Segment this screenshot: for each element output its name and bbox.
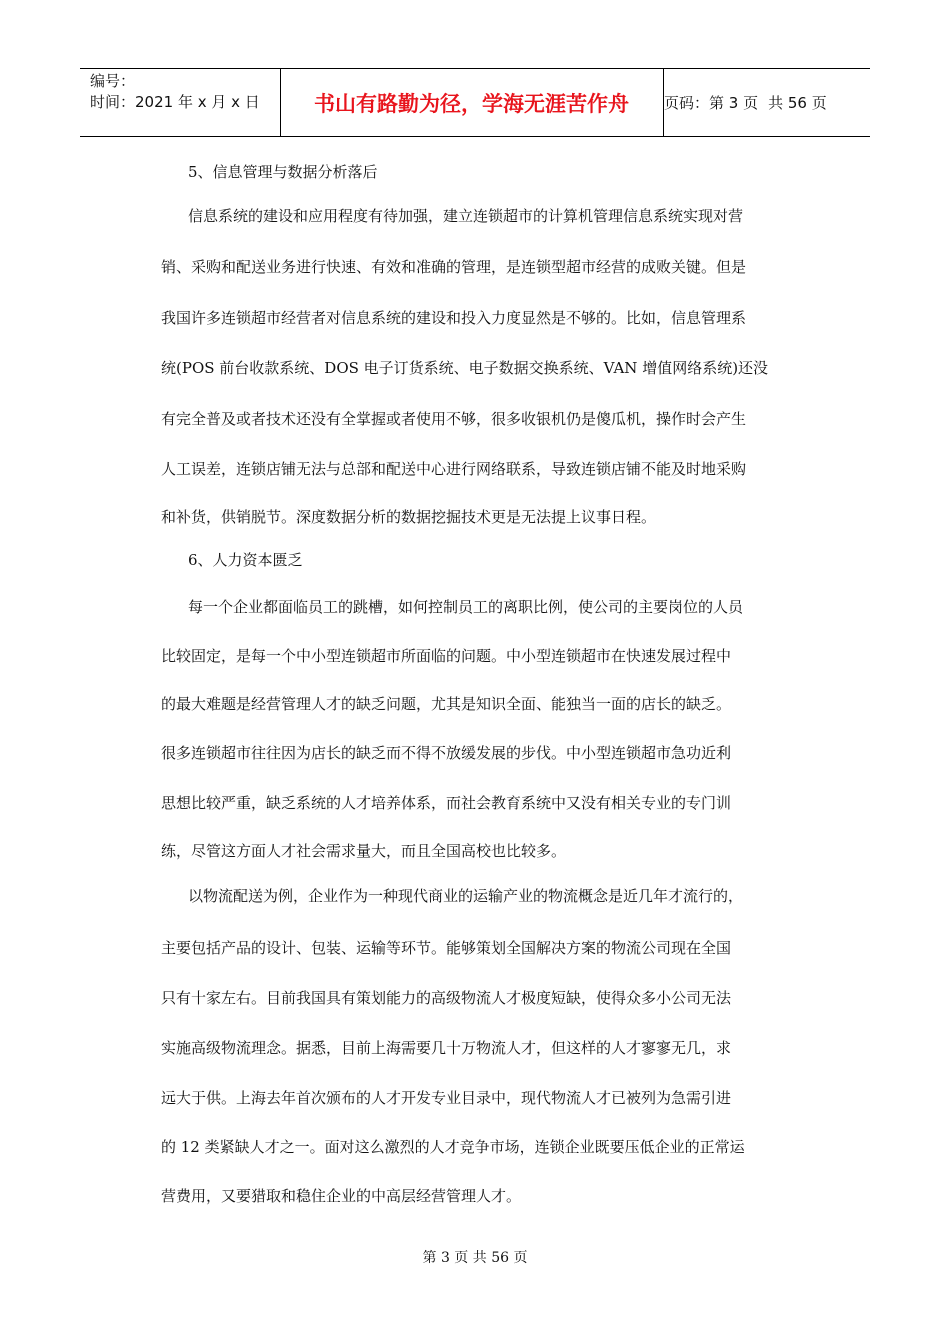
body-line: 统(POS 前台收款系统、DOS 电子订货系统、电子数据交换系统、VAN 增值网络系统)还没 xyxy=(161,359,769,377)
header-motto: 书山有路勤为径，学海无涯苦作舟 xyxy=(314,91,629,116)
body-line: 有完全普及或者技术还没有全掌握或者使用不够，很多收银机仍是傻瓜机，操作时会产生 xyxy=(161,410,747,428)
body-line: 只有十家左右。目前我国具有策划能力的高级物流人才极度短缺，使得众多小公司无法 xyxy=(161,989,732,1007)
body-line: 营费用，又要猎取和稳住企业的中高层经营管理人才。 xyxy=(161,1187,522,1205)
body-line: 我国许多连锁超市经营者对信息系统的建设和投入力度显然是不够的。比如，信息管理系 xyxy=(161,309,747,327)
header-number-label: 编号： xyxy=(90,72,136,90)
body-line: 思想比较严重，缺乏系统的人才培养体系，而社会教育系统中又没有相关专业的专门训 xyxy=(161,794,732,812)
body-line: 的 12 类紧缺人才之一。面对这么激烈的人才竞争市场，连锁企业既要压低企业的正常运 xyxy=(161,1138,745,1156)
header-total-label: 共 56 页 xyxy=(768,94,827,112)
body-line: 以物流配送为例，企业作为一种现代商业的运输产业的物流概念是近几年才流行的， xyxy=(188,887,744,905)
header-page-info xyxy=(664,69,827,136)
page-header xyxy=(80,68,870,137)
body-line: 销、采购和配送业务进行快速、有效和准确的管理，是连锁型超市经营的成败关键。但是 xyxy=(161,258,747,276)
body-line: 远大于供。上海去年首次颁布的人才开发专业目录中，现代物流人才已被列为急需引进 xyxy=(161,1089,732,1107)
body-line: 很多连锁超市往往因为店长的缺乏而不得不放缓发展的步伐。中小型连锁超市急功近利 xyxy=(161,744,732,762)
header-page-label: 页码：第 3 页 xyxy=(664,94,759,112)
body-line: 比较固定，是每一个中小型连锁超市所面临的问题。中小型连锁超市在快速发展过程中 xyxy=(161,647,732,665)
body-line: 和补货，供销脱节。深度数据分析的数据挖掘技术更是无法提上议事日程。 xyxy=(161,508,657,526)
body-line: 信息系统的建设和应用程度有待加强，建立连锁超市的计算机管理信息系统实现对营 xyxy=(188,207,744,225)
body-line: 主要包括产品的设计、包装、运输等环节。能够策划全国解决方案的物流公司现在全国 xyxy=(161,939,732,957)
body-line: 实施高级物流理念。据悉，目前上海需要几十万物流人才，但这样的人才寥寥无几，求 xyxy=(161,1039,732,1057)
header-time-label: 时间：2021 年 x 月 x 日 xyxy=(90,93,260,111)
body-line: 练，尽管这方面人才社会需求量大，而且全国高校也比较多。 xyxy=(161,842,567,860)
page-footer: 第 3 页 共 56 页 xyxy=(422,1250,528,1266)
body-line: 人工误差，连锁店铺无法与总部和配送中心进行网络联系，导致连锁店铺不能及时地采购 xyxy=(161,460,747,478)
body-line: 每一个企业都面临员工的跳槽，如何控制员工的离职比例，使公司的主要岗位的人员 xyxy=(188,598,744,616)
header-meta xyxy=(90,71,260,113)
section-6-heading: 6、人力资本匮乏 xyxy=(188,551,303,569)
section-5-heading: 5、信息管理与数据分析落后 xyxy=(188,163,378,181)
body-line: 的最大难题是经营管理人才的缺乏问题，尤其是知识全面、能独当一面的店长的缺乏。 xyxy=(161,695,732,713)
